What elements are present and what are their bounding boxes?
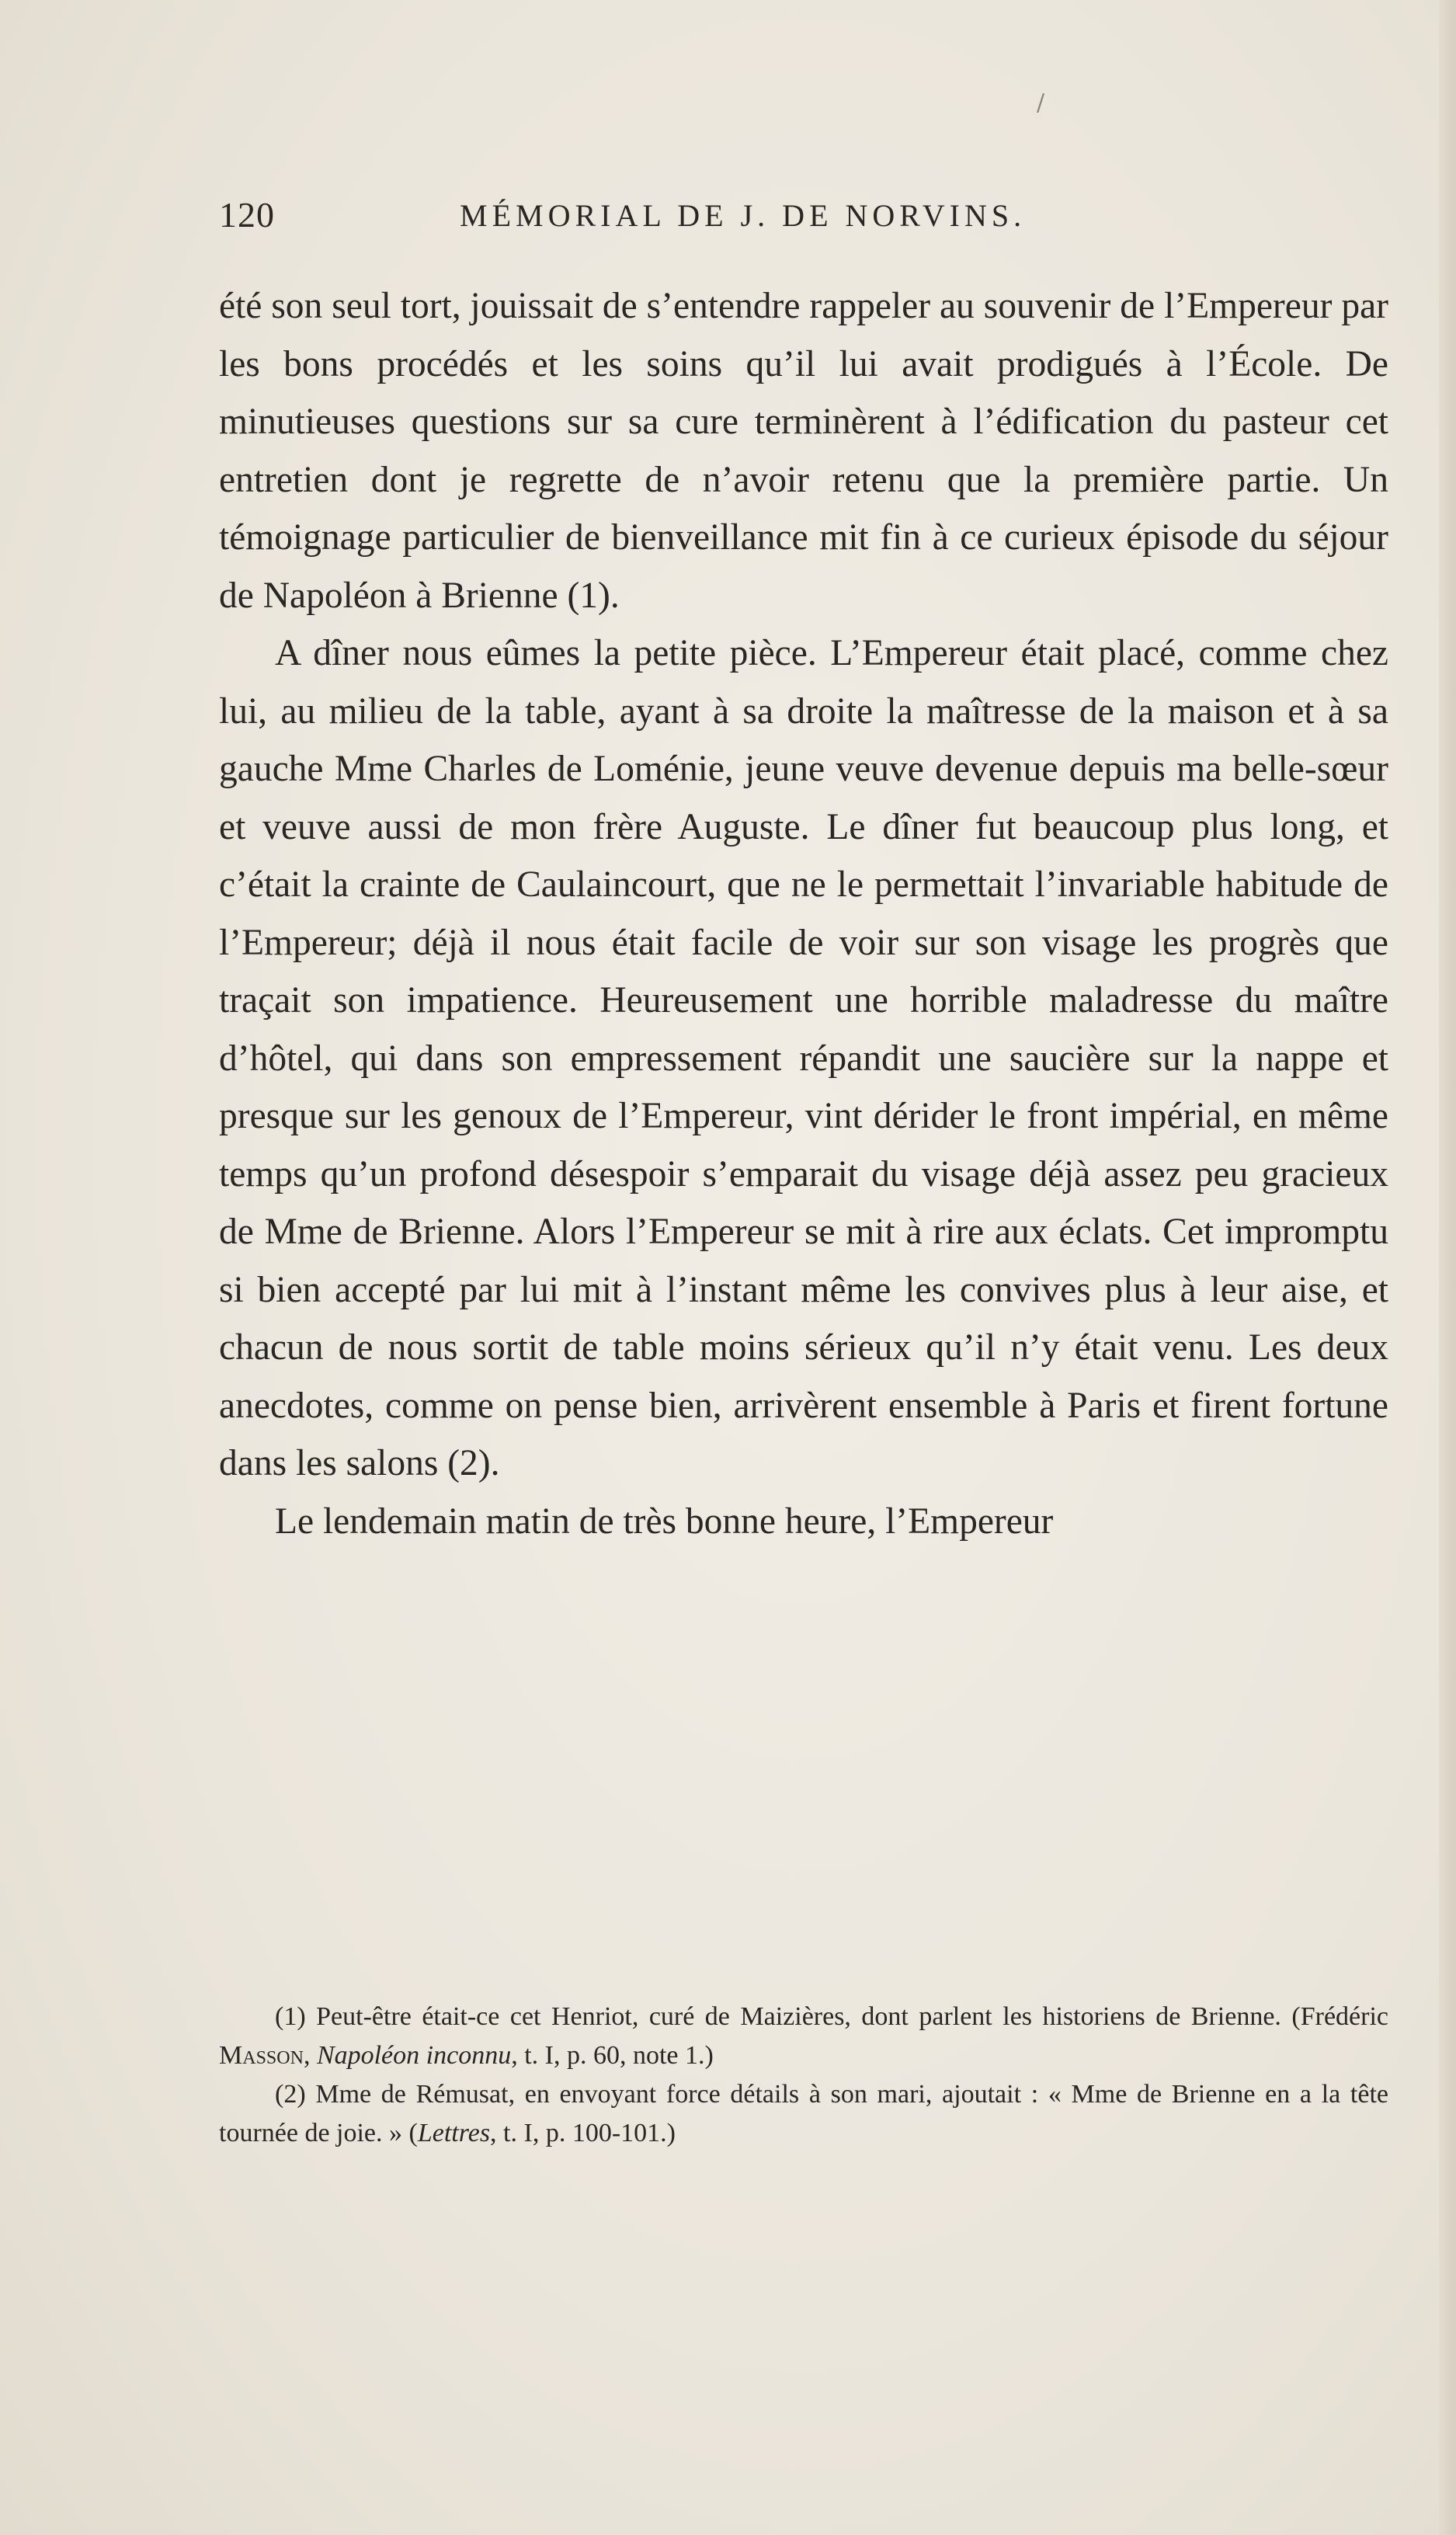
- footnote-2: [219, 2075, 1388, 2153]
- page-number: 120: [219, 195, 275, 235]
- pencil-mark: /: [1037, 89, 1045, 116]
- footnote-1-author: Masson: [219, 2041, 304, 2070]
- footnotes: [219, 1998, 1388, 2153]
- paragraph-1: été son seul tort, jouissait de s’entendre rappeler au souvenir de l’Empereur par les bons procédés et les soins qu’il lui avait prodigués à l’École. De minutieuses questions sur sa cure terminèrent à l’édification du pasteur cet entretien dont je regrette de n’avoir retenu que la première partie. Un témoignage particulier de bienveillance mit fin à ce curieux épisode du séjour de Napoléon à Brienne (1).: [219, 286, 1388, 616]
- footnote-1-book-title: Napoléon inconnu: [316, 2041, 512, 2070]
- running-title: MÉMORIAL DE J. DE NORVINS.: [460, 198, 1027, 233]
- footnote-1-text: (1) Peut-être était-ce cet Henriot, curé de Maizières, dont parlent les historiens de Brienne. (Frédéric: [275, 2002, 1388, 2031]
- page-edge-shadow: [1439, 0, 1456, 2535]
- footnote-1: [219, 1998, 1388, 2075]
- footnote-2-reference: , t. I, p. 100-101.): [490, 2119, 676, 2147]
- paragraph-3: Le lendemain matin de très bonne heure, l’Empereur: [275, 1500, 1054, 1542]
- footnote-1-reference: , t. I, p. 60, note 1.): [511, 2041, 714, 2070]
- footnote-2-book-title: Lettres: [417, 2119, 491, 2147]
- footnote-1-comma: ,: [303, 2041, 317, 2070]
- footnote-2-text: (2) Mme de Rémusat, en envoyant force détails à son mari, ajoutait : « Mme de Brienne en a la tête tournée de joie. » (: [219, 2080, 1388, 2147]
- paragraph-2: A dîner nous eûmes la petite pièce. L’Empereur était placé, comme chez lui, au milieu de la table, ayant à sa droite la maîtresse de la maison et à sa gauche Mme Charles de Loménie, jeune veuve devenue depuis ma belle-sœur et veuve aussi de mon frère Auguste. Le dîner fut beaucoup plus long, et c’était la crainte de Caulaincourt, que ne le permettait l’invariable habitude de l’Empereur; déjà il nous était facile de voir sur son visage les progrès que traçait son impatience. Heureusement une horrible maladresse du maître d’hôtel, qui dans son empressement répandit une saucière sur la nappe et presque sur les genoux de l’Empereur, vint dérider le front impérial, en même temps qu’un profond désespoir s’emparait du visage déjà assez peu gracieux de Mme de Brienne. Alors l’Empereur se mit à rire aux éclats. Cet impromptu si bien accepté par lui mit à l’instant même les convives plus à leur aise, et chacun de nous sortit de table moins sérieux qu’il n’y était venu. Les deux anecdotes, comme on pense bien, arrivèrent ensemble à Paris et firent fortune dans les salons (2).: [219, 633, 1388, 1483]
- page-header: [219, 194, 1388, 241]
- main-text: [219, 277, 1388, 1550]
